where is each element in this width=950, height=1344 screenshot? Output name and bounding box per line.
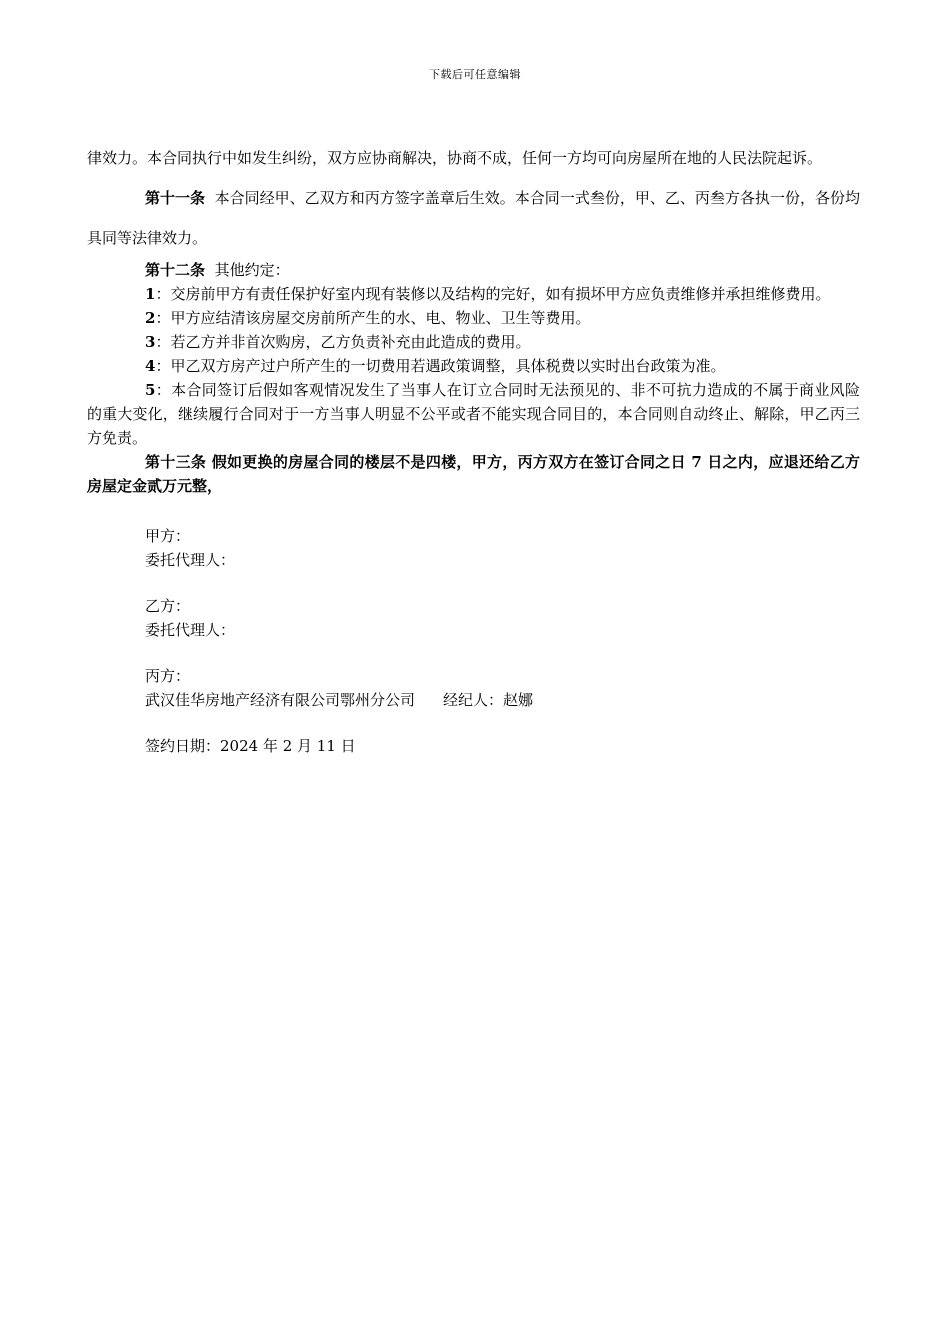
- party-a-agent-label: 委托代理人：: [145, 551, 236, 569]
- item-text: ：甲方应结清该房屋交房前所产生的水、电、物业、卫生等费用。: [155, 309, 591, 327]
- article-11-body: 本合同经甲、乙双方和丙方签字盖章后生效。本合同一式叁份，甲、乙、丙叁方各执一份，各份均具同等法律效力。: [87, 189, 860, 247]
- list-item: [87, 378, 860, 450]
- party-c-company: 武汉佳华房地产经济有限公司鄂州分公司: [145, 691, 416, 709]
- list-item: [87, 330, 860, 354]
- page-header: 下载后可任意编辑: [429, 68, 521, 81]
- article-13: 第十三条 假如更换的房屋合同的楼层不是四楼，甲方，丙方双方在签订合同之日 7 日之内，应退还给乙方房屋定金贰万元整，: [87, 453, 860, 495]
- paragraph-dispute: 律效力。本合同执行中如发生纠纷，双方应协商解决，协商不成，任何一方均可向房屋所在地的人民法院起诉。: [87, 149, 823, 167]
- item-number: 5: [145, 381, 156, 399]
- item-text: ：甲乙双方房产过户所产生的一切费用若遇政策调整，具体税费以实时出台政策为准。: [155, 357, 726, 375]
- item-text: ：交房前甲方有责任保护好室内现有装修以及结构的完好，如有损坏甲方应负责维修并承担维修费用。: [155, 285, 831, 303]
- sign-date: 签约日期：2024 年 2 月 11 日: [145, 737, 356, 755]
- contract-body: [87, 138, 860, 758]
- party-b-label: 乙方：: [145, 597, 191, 615]
- list-item: [87, 282, 860, 306]
- party-b-agent-label: 委托代理人：: [145, 621, 236, 639]
- article-12-title: 第十二条: [145, 261, 206, 279]
- article-12-body: 其他约定：: [214, 261, 290, 279]
- item-text: ：若乙方并非首次购房，乙方负责补充由此造成的费用。: [155, 333, 531, 351]
- party-c-broker: 经纪人：赵娜: [443, 691, 534, 709]
- item-number: 1: [145, 285, 156, 303]
- list-item: [87, 354, 860, 378]
- party-c-label: 丙方：: [145, 667, 191, 685]
- item-number: 2: [145, 309, 156, 327]
- signature-block: [87, 524, 860, 758]
- item-text: ：本合同签订后假如客观情况发生了当事人在订立合同时无法预见的、非不可抗力造成的不属于商业风险的重大变化，继续履行合同对于一方当事人明显不公平或者不能实现合同目的，本合同则自动终止、解除，甲乙丙三方免责。: [87, 381, 860, 447]
- article-12: [87, 258, 860, 282]
- list-item: [87, 306, 860, 330]
- article-11-title: 第十一条: [145, 189, 206, 207]
- item-number: 4: [145, 357, 156, 375]
- party-a-label: 甲方：: [145, 527, 191, 545]
- party-c-line: [145, 688, 860, 712]
- article-11: [87, 178, 860, 258]
- item-number: 3: [145, 333, 156, 351]
